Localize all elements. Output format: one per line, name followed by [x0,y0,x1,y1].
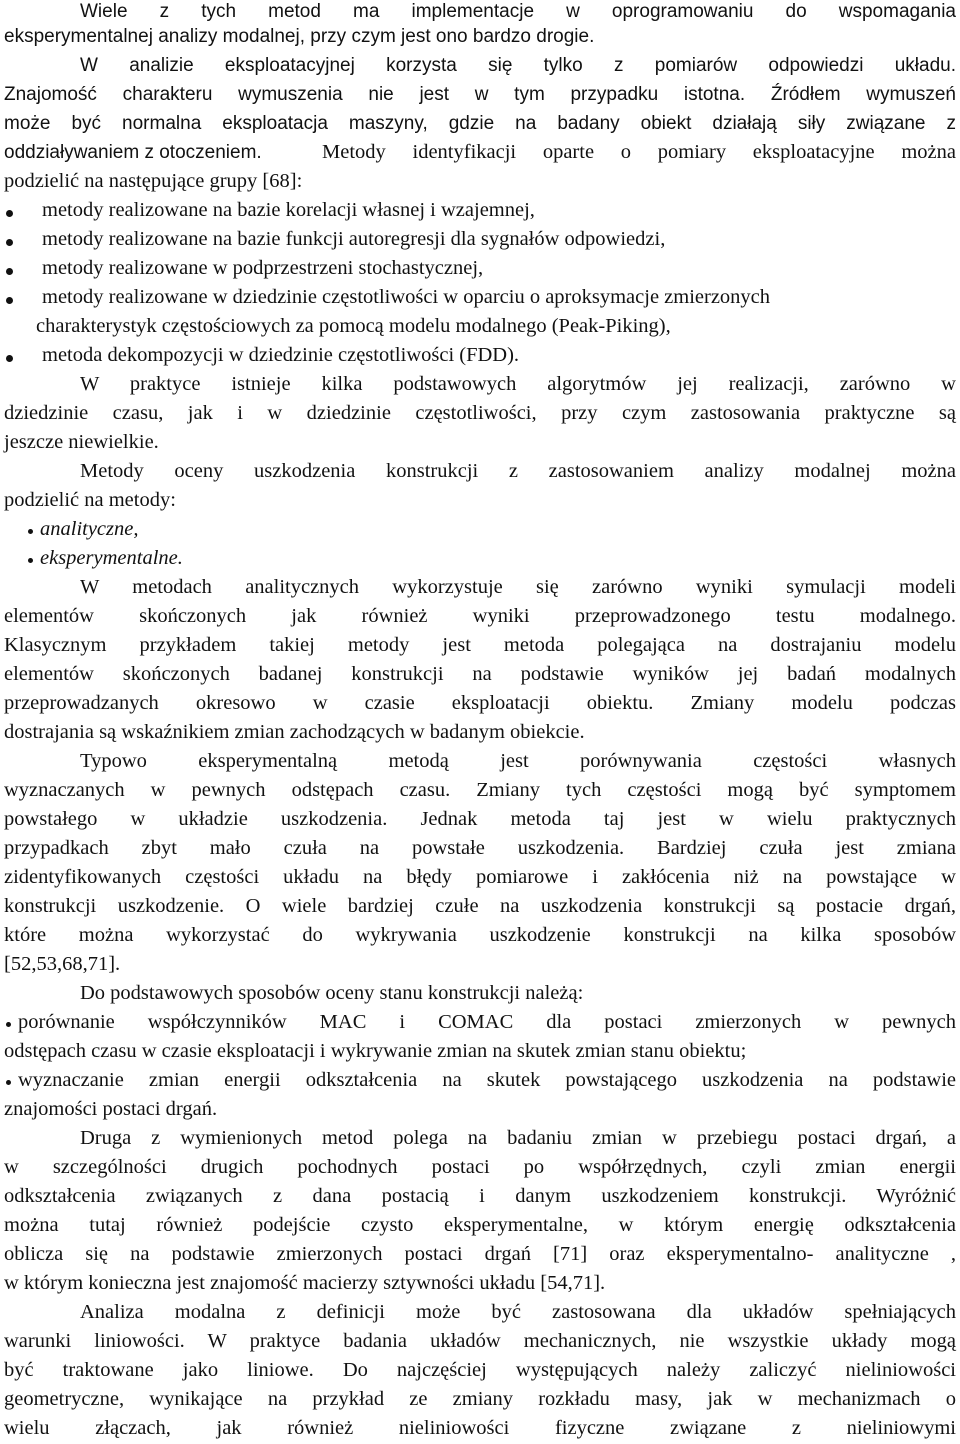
bullet-icon [28,558,33,563]
text-line: Typowo eksperymentalną metodą jest porównywania częstości własnych [80,750,956,772]
text-line: warunki liniowości. W praktyce badania układów mechanicznych, nie wszystkie układy mogą [4,1330,956,1352]
list-item: analityczne, [40,518,139,540]
text-line: dziedzinie czasu, jak i w dziedzinie częstotliwości, przy czym zastosowania praktyczne są [4,402,956,424]
text-line: konstrukcji uszkodzenie. O wiele bardziej czułe na uszkodzenia konstrukcji są postacie drgań, [4,895,956,917]
list-item: metody realizowane na bazie funkcji autoregresji dla sygnałów odpowiedzi, [42,228,666,250]
bullet-icon [6,268,13,275]
text-line: Wiele z tych metod ma implementacje w oprogramowaniu do wspomagania [80,1,956,22]
text-line: Analiza modalna z definicji może być zastosowana dla układów spełniających [80,1301,956,1323]
text-line: W metodach analitycznych wykorzystuje się zarówno wyniki symulacji modeli [80,576,956,598]
text-line: przypadkach zbyt mało czuła na powstałe uszkodzenia. Bardziej czuła jest zmiana [4,837,956,859]
text-line: W praktyce istnieje kilka podstawowych algorytmów jej realizacji, zarówno w [80,373,956,395]
list-item: porównanie współczynników MAC i COMAC dla postaci zmierzonych w pewnych [18,1011,956,1033]
text-line: W analizie eksploatacyjnej korzysta się tylko z pomiarów odpowiedzi układu. [80,55,956,76]
text-line: eksperymentalnej analizy modalnej, przy czym jest ono bardzo drogie. [4,26,595,47]
text-line: wielu złączach, jak również nieliniowości fizyczne związane z nieliniowymi [4,1417,956,1439]
text-line: podzielić na następujące grupy [68]: [4,170,303,192]
text-line: odkształcenia związanych z dana postacią i danym uszkodzeniem konstrukcji. Wyróżnić [4,1185,956,1207]
text-line: zidentyfikowanych częstości układu na błędy pomiarowe i zakłócenia niż na powstające w [4,866,956,888]
bullet-icon [6,1022,11,1027]
text-line: Druga z wymienionych metod polega na badaniu zmian w przebiegu postaci drgań, a [80,1127,956,1149]
text-line: Klasycznym przykładem takiej metody jest metoda polegająca na dostrajaniu modelu [4,634,956,656]
list-item: eksperymentalne. [40,547,183,569]
list-item: wyznaczanie zmian energii odkształcenia na skutek powstającego uszkodzenia na podstawie [18,1069,956,1091]
text-line: Do podstawowych sposobów oceny stanu konstrukcji należą: [80,982,584,1004]
list-item: metody realizowane w dziedzinie częstotliwości w oparciu o aproksymacje zmierzonych [42,286,771,308]
text-line: Metody oceny uszkodzenia konstrukcji z zastosowaniem analizy modalnej można [80,460,956,482]
text-line: Znajomość charakteru wymuszenia nie jest w tym przypadku istotna. Źródłem wymuszeń [4,84,956,105]
text-line: może być normalna eksploatacja maszyny, gdzie na badany obiekt działają siły związane z [4,113,956,134]
text-line: w którym konieczna jest znajomość macierzy sztywności układu [54,71]. [4,1272,606,1294]
text-line: które można wykorzystać do wykrywania uszkodzenie konstrukcji na kilka sposobów [4,924,956,946]
list-item-continuation: znajomości postaci drgań. [4,1098,218,1120]
text-line: przeprowadzanych okresowo w czasie eksploatacji obiektu. Zmiany modelu podczas [4,692,956,714]
text-line: Metody identyfikacji oparte o pomiary eksploatacyjne można [322,141,956,163]
text-line: oblicza się na podstawie zmierzonych postaci drgań [71] oraz eksperymentalno- analityczne , [4,1243,956,1265]
list-item: metody realizowane w podprzestrzeni stochastycznej, [42,257,484,279]
bullet-icon [6,1080,11,1085]
text-line: podzielić na metody: [4,489,176,511]
text-line: w szczególności drugich pochodnych postaci po współrzędnych, czyli zmian energii [4,1156,956,1178]
text-line: elementów skończonych badanej konstrukcji na podstawie wyników jej badań modalnych [4,663,956,685]
bullet-icon [6,355,13,362]
text-line: powstałego w układzie uszkodzenia. Jednak metoda taj jest w wielu praktycznych [4,808,956,830]
list-item: metody realizowane na bazie korelacji własnej i wzajemnej, [42,199,535,221]
text-line: wyznaczanych w pewnych odstępach czasu. Zmiany tych częstości mogą być symptomem [4,779,956,801]
bullet-icon [6,210,13,217]
bullet-icon [6,239,13,246]
text-line: być traktowane jako liniowe. Do najczęściej występujących należy zaliczyć nieliniowości [4,1359,956,1381]
text-line: jeszcze niewielkie. [4,431,159,453]
text-line: oddziaływaniem z otoczeniem. [4,142,262,163]
text-line: można tutaj również podejście czysto eksperymentalne, w którym energię odkształcenia [4,1214,956,1236]
list-item-continuation: odstępach czasu w czasie eksploatacji i wykrywanie zmian na skutek zmian stanu obiektu; [4,1040,747,1062]
text-line: dostrajania są wskaźnikiem zmian zachodzących w badanym obiekcie. [4,721,585,743]
bullet-icon [6,297,13,304]
list-item: metoda dekompozycji w dziedzinie częstotliwości (FDD). [42,344,520,366]
text-line: geometryczne, wynikające na przykład ze zmiany rozkładu masy, jak w mechanizmach o [4,1388,956,1410]
text-line: elementów skończonych jak również wyniki przeprowadzonego testu modalnego. [4,605,956,627]
text-line: [52,53,68,71]. [4,953,121,975]
bullet-icon [28,529,33,534]
list-item-continuation: charakterystyk częstościowych za pomocą modelu modalnego (Peak-Piking), [36,315,671,337]
